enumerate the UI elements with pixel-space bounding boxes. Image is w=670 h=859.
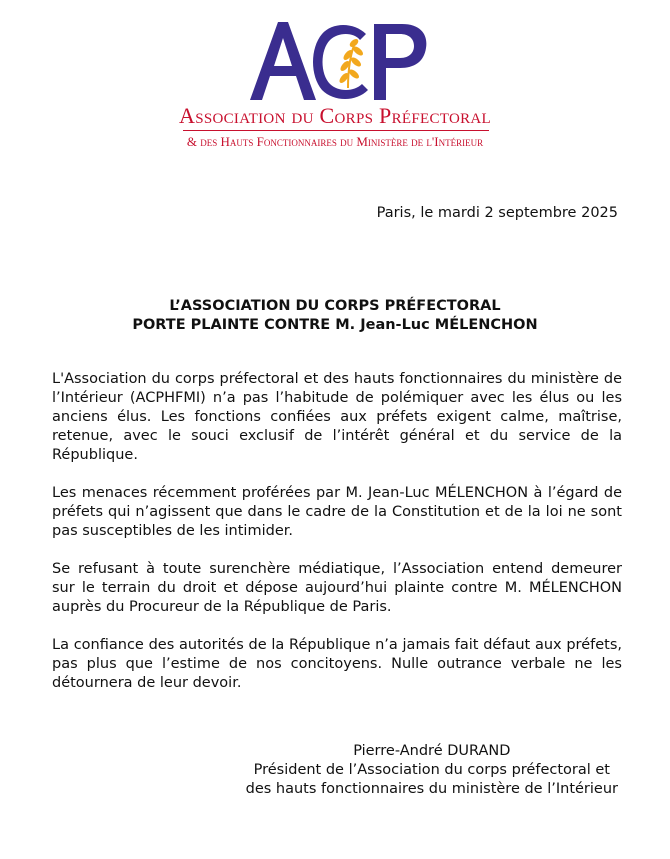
paragraph-2: Les menaces récemment proférées par M. Jean-Luc MÉLENCHON à l’égard de préfets qui n’agissent que dans le cadre de la Constitution et de la loi ne sont pas susceptibles de les intimider. — [52, 485, 622, 539]
signatory-name: Pierre-André DURAND — [353, 743, 511, 759]
header-divider — [183, 130, 489, 131]
dateline: Paris, le mardi 2 septembre 2025 — [376, 205, 618, 221]
paragraph-3: Se refusant à toute surenchère médiatique, l’Association entend demeurer sur le terrain du droit et dépose aujourd’hui plainte contre M. MÉLENCHON auprès du Procureur de la République de Paris. — [52, 561, 622, 615]
title-line-2: PORTE PLAINTE CONTRE M. Jean-Luc MÉLENCHON — [132, 317, 538, 333]
signature-block — [246, 742, 618, 799]
signatory-role-line-2: des hauts fonctionnaires du ministère de l’Intérieur — [245, 781, 618, 797]
logo-letter-p — [374, 24, 426, 100]
title-line-1: L’ASSOCIATION DU CORPS PRÉFECTORAL — [169, 298, 501, 314]
body-text — [52, 370, 622, 712]
signatory-role-line-1: Président de l’Association du corps préfectoral et — [253, 762, 610, 778]
org-subname: & des Hauts Fonctionnaires du Ministère de l'Intérieur — [186, 134, 484, 149]
paragraph-4: La confiance des autorités de la République n’a jamais fait défaut aux préfets, pas plus que l’estime de nos concitoyens. Nulle outrance verbale ne les détournera de leur devoir. — [52, 637, 622, 691]
org-name: Association du Corps Préfectoral — [179, 103, 491, 128]
paragraph-1: L'Association du corps préfectoral et des hauts fonctionnaires du ministère de l’Intérieur (ACPHFMI) n’a pas l’habitude de polémiquer avec les élus ou les anciens élus. Les fonctions confiées aux préfets exigent calme, maîtrise, retenue, avec le souci exclusif de l’intérêt général et du service de la République. — [52, 371, 622, 463]
letterhead — [0, 0, 670, 160]
wheat-icon — [338, 37, 365, 88]
acp-logo — [248, 18, 428, 102]
press-release-title — [0, 297, 670, 335]
